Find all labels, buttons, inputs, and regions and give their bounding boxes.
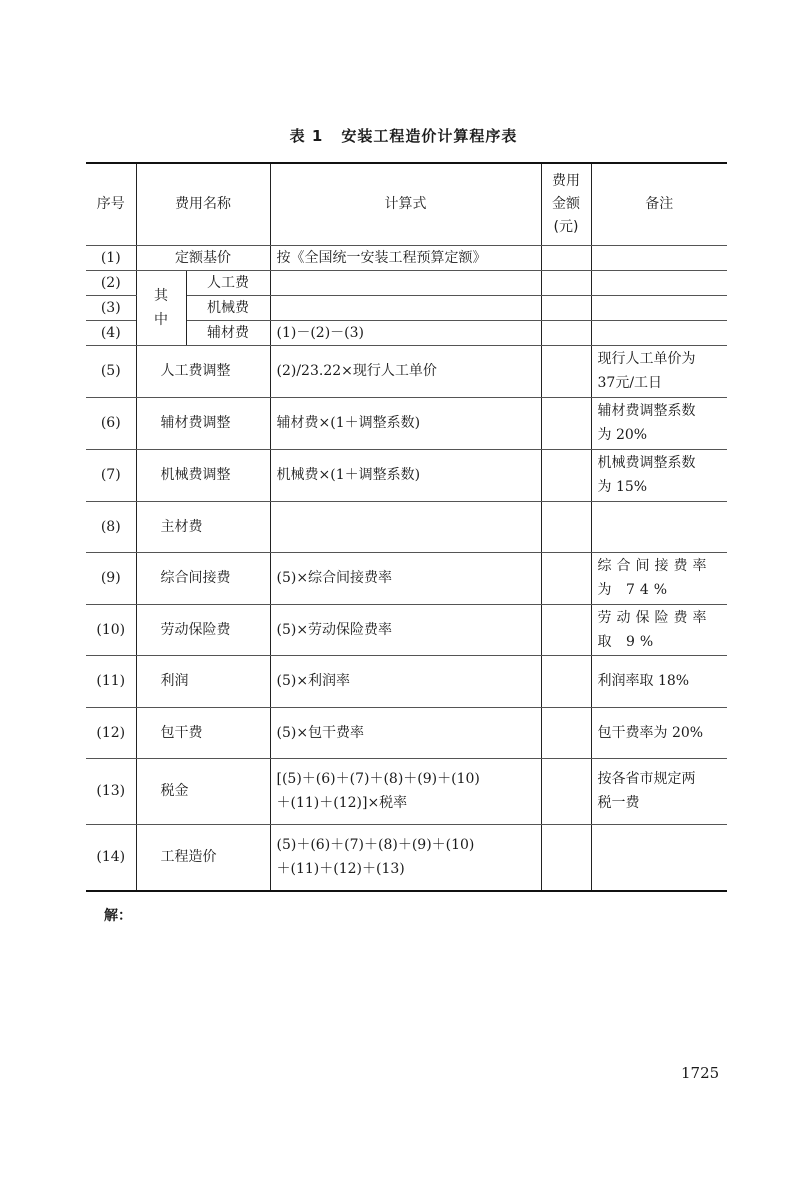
row-amount [541,501,591,552]
row-seq: (11) [86,655,136,707]
row-formula: (5)×综合间接费率 [270,552,541,604]
header-row [86,163,727,245]
row-remark [591,295,727,320]
row-amount [541,245,591,270]
row-remark [591,270,727,295]
table-row [86,824,727,891]
table-row [86,397,727,449]
row-remark [591,245,727,270]
row-amount [541,552,591,604]
row-name: 人工费 [186,270,270,295]
row-amount [541,824,591,891]
row-remark: 现行人工单价为 37元/工日 [591,345,727,397]
row-name: 机械费调整 [136,449,270,501]
row-formula: (5)×劳动保险费率 [270,604,541,655]
row-name: 综合间接费 [136,552,270,604]
row-remark [591,501,727,552]
row-amount [541,295,591,320]
row-seq: (6) [86,397,136,449]
row-remark: 利润率取 18% [591,655,727,707]
row-formula: (2)/23.22×现行人工单价 [270,345,541,397]
row-name: 包干费 [136,707,270,758]
row-seq: (12) [86,707,136,758]
row-formula: [(5)＋(6)＋(7)＋(8)＋(9)＋(10) ＋(11)＋(12)]×税率 [270,758,541,824]
row-formula: 机械费×(1＋调整系数) [270,449,541,501]
row-name: 辅材费 [186,320,270,345]
row-formula: 按《全国统一安装工程预算定额》 [270,245,541,270]
row-seq: (7) [86,449,136,501]
row-amount [541,270,591,295]
row-formula [270,501,541,552]
row-amount [541,320,591,345]
row-name: 人工费调整 [136,345,270,397]
table-row [86,552,727,604]
table-number: 表 1 [289,127,324,145]
among-label: 其 中 [136,270,186,345]
row-remark [591,320,727,345]
row-remark: 辅材费调整系数 为 20% [591,397,727,449]
table-caption [0,125,807,146]
row-formula: (5)×利润率 [270,655,541,707]
row-remark: 机械费调整系数 为 15% [591,449,727,501]
row-name: 机械费 [186,295,270,320]
header-amount: 费用 金额 (元) [541,163,591,245]
row-name: 工程造价 [136,824,270,891]
row-name: 利润 [136,655,270,707]
table-row [86,604,727,655]
row-remark [591,824,727,891]
row-seq: (9) [86,552,136,604]
row-seq: (8) [86,501,136,552]
row-formula [270,295,541,320]
row-amount [541,449,591,501]
table-row [86,270,727,295]
row-amount [541,345,591,397]
row-seq: (13) [86,758,136,824]
row-amount [541,707,591,758]
row-name: 定额基价 [136,245,270,270]
row-seq: (2) [86,270,136,295]
row-remark: 劳动保险费率 取 9% [591,604,727,655]
row-amount [541,397,591,449]
row-name: 税金 [136,758,270,824]
header-formula: 计算式 [270,163,541,245]
table-row [86,758,727,824]
row-remark: 包干费率为 20% [591,707,727,758]
row-seq: (10) [86,604,136,655]
solution-label: 解： [104,908,132,924]
table-title: 安装工程造价计算程序表 [341,127,518,145]
row-seq: (5) [86,345,136,397]
header-seq: 序号 [86,163,136,245]
row-amount [541,758,591,824]
row-amount [541,655,591,707]
row-name: 主材费 [136,501,270,552]
row-formula: (5)＋(6)＋(7)＋(8)＋(9)＋(10) ＋(11)＋(12)＋(13) [270,824,541,891]
row-seq: (4) [86,320,136,345]
row-seq: (1) [86,245,136,270]
table-row [86,707,727,758]
row-remark: 综合间接费率 为 74% [591,552,727,604]
header-name: 费用名称 [136,163,270,245]
table-row [86,245,727,270]
table-row [86,501,727,552]
row-formula: (5)×包干费率 [270,707,541,758]
row-formula: 辅材费×(1＋调整系数) [270,397,541,449]
row-formula: (1)－(2)－(3) [270,320,541,345]
row-name: 辅材费调整 [136,397,270,449]
row-name: 劳动保险费 [136,604,270,655]
row-remark: 按各省市规定两 税一费 [591,758,727,824]
table-row [86,345,727,397]
row-formula [270,270,541,295]
table-row [86,655,727,707]
row-seq: (3) [86,295,136,320]
table-row [86,449,727,501]
page-number: 1725 [681,1064,720,1082]
row-amount [541,604,591,655]
row-seq: (14) [86,824,136,891]
header-remark: 备注 [591,163,727,245]
cost-calculation-table [86,162,727,892]
